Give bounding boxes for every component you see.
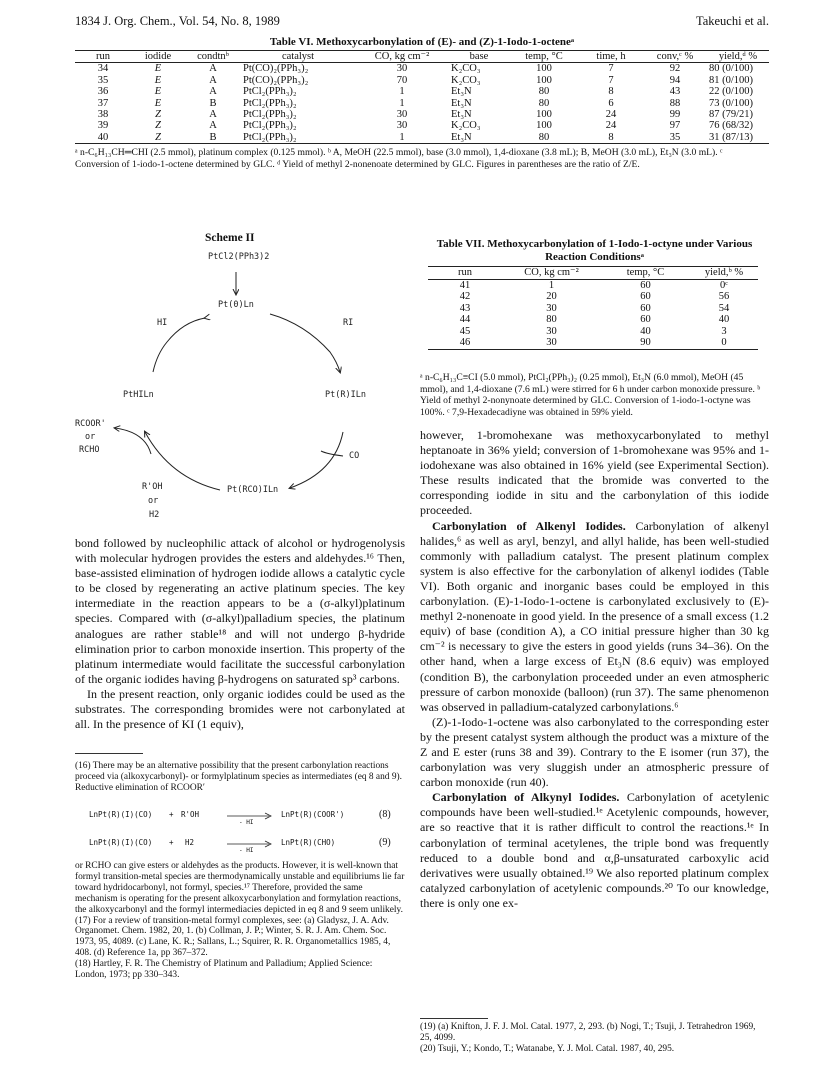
table6-cell: 37 bbox=[97, 97, 109, 109]
table6-cell: PtCl₂(PPh₃)₂ bbox=[243, 86, 297, 98]
table6-cell: 80 bbox=[538, 86, 550, 98]
table6-col: run bbox=[96, 51, 110, 62]
table6-cell: Pt(CO)₂(PPh₃)₂ bbox=[243, 63, 309, 75]
table6-cell: A bbox=[209, 63, 217, 75]
paragraph bbox=[420, 519, 769, 715]
table7-row bbox=[428, 303, 758, 315]
table6-cell: Et₃N bbox=[451, 86, 472, 98]
eq8-reagent: R'OH bbox=[181, 810, 200, 819]
table6-col: time, h bbox=[596, 51, 626, 62]
table6-row bbox=[75, 109, 769, 120]
paragraph-text: Carbonylation of acetylenic compounds have been well-studied.¹ᵉ Acetylenic compounds, however, are so reactive that it is rather difficult to control the reactions.¹ᵉ In carbonylation of terminal acetylenes, the triple bond was frequently reduced to a double bond and α,β-unsaturated carboxylic acid derivatives were usually obtained.¹⁹ We also reported platinum complex catalyzed carbonylation of acetylenic compounds.²⁰ To our knowledge, there is only one ex- bbox=[420, 790, 769, 910]
table6-cell: 7 bbox=[608, 74, 614, 86]
table7-cell: 30 bbox=[546, 337, 557, 348]
table6-cell: 1 bbox=[399, 97, 405, 109]
product-release-arrow bbox=[115, 428, 151, 454]
table6-cell: 31 (87/13) bbox=[709, 131, 754, 143]
eq9-number: (9) bbox=[379, 837, 391, 848]
table6-cell: 1 bbox=[399, 86, 405, 98]
co-input-line bbox=[321, 451, 343, 456]
scheme-title: Scheme II bbox=[205, 232, 255, 244]
table7-row bbox=[428, 326, 758, 338]
eq8-byproduct: - HI bbox=[239, 819, 254, 826]
footnote-17: (17) For a review of transition-metal formyl complexes, see: (a) Gladysz, J. A. Adv. Organomet. Chem. 1982, 20, 1. (b) Collman, J. P.; Winter, S. R. J. Am. Chem. Soc. 1973, 95, 4089. (c) Lane, K. R.; Sallans, L.; Squirer, R. R. Organometallics 1985, 4, 408. (d) Reference 1a, pp 367–372. bbox=[75, 915, 391, 959]
table6-row bbox=[75, 98, 769, 109]
table6-cell: 34 bbox=[97, 63, 109, 75]
table7-cell: 40 bbox=[718, 314, 730, 325]
section-heading-alkynyl: Carbonylation of Alkynyl Iodides. bbox=[432, 790, 620, 805]
table6-cell: 100 bbox=[536, 63, 552, 75]
table6-header-row bbox=[75, 51, 769, 63]
table6-cell: 87 (79/21) bbox=[709, 109, 754, 121]
table7 bbox=[428, 266, 758, 350]
table7-cell: 42 bbox=[459, 291, 471, 302]
table6-cell: E bbox=[154, 63, 162, 75]
footnote-16-cont: or RCHO can give esters or aldehydes as the products. However, it is well-known that formyl transition-metal species are thermodynamically unstable and equilibriums lie far toward hydridocarbonyl, not formyl, species.¹⁷ Therefore, provided the same mechanism is operating for the present alkoxycarbonylation and formylation reactions, the alkoxycarbonyl and the formyl intermediacies depicted in eq 8 and 9 seem unlikely. bbox=[75, 861, 405, 915]
table6-cell: B bbox=[209, 131, 217, 143]
paragraph bbox=[420, 790, 769, 911]
scheme-label-ri: RI bbox=[343, 318, 354, 328]
table7-cell: 60 bbox=[640, 302, 651, 314]
paragraph-text: Carbonylation of alkenyl halides,⁶ as well as aryl, benzyl, and allyl halide, has been well-studied commonly with palladium catalyst. The present platinum complex system is also effective for the carbonylation of alkenyl iodides (Table VI). Both organic and inorganic bases could be employed in this carbonylation. (E)-1-Iodo-1-octene is carbonylated exclusively to (E)-methyl 2-nonenoate in good yield. In the presence of a small excess (1.2 equiv) of base (condition A), a CO initial pressure higher than 30 kg cm⁻² is necessary to give the esters in good yields (runs 34–36). On the other hand, when a large excess of Et₃N (8.6 equiv) was employed (condition B), the carbonylation proceeded under an even atmospheric pressure of carbon monoxide (balloon) (run 37). The same phenomenon was observed in palladium-catalyzed carbonylations.⁶ bbox=[420, 518, 769, 714]
table6-col: temp, °C bbox=[525, 51, 563, 62]
scheme-ii bbox=[75, 232, 405, 532]
table6-cell: 81 (0/100) bbox=[709, 74, 754, 86]
scheme-label-ptriln: Pt(R)ILn bbox=[325, 390, 366, 400]
table7-cell: 60 bbox=[640, 279, 651, 291]
table6-cell: 7 bbox=[608, 63, 614, 75]
table6-cell: K₂CO₃ bbox=[451, 120, 481, 132]
table6-cell: Et₃N bbox=[451, 109, 472, 121]
author-running-head: Takeuchi et al. bbox=[695, 14, 769, 28]
table7-cell: 90 bbox=[640, 337, 651, 348]
table6-cell: 30 bbox=[396, 109, 408, 121]
table7-cell: 30 bbox=[546, 325, 557, 337]
table7-row bbox=[428, 337, 758, 349]
table7-cell: 60 bbox=[640, 291, 651, 302]
table6-cell: 40 bbox=[97, 131, 109, 143]
footnote-divider bbox=[420, 1018, 488, 1019]
table6-row bbox=[75, 75, 769, 86]
table6-cell: Et₃N bbox=[451, 131, 472, 143]
table7-row bbox=[428, 291, 758, 303]
table6-cell: 30 bbox=[396, 120, 408, 132]
table6-cell: PtCl₂(PPh₃)₂ bbox=[243, 97, 297, 109]
table7-cell: 0 bbox=[721, 337, 727, 348]
table6-cell: 99 bbox=[669, 109, 681, 121]
table6-cell: 76 (68/32) bbox=[709, 120, 754, 132]
table6-cell: 80 (0/100) bbox=[709, 63, 754, 75]
eq9-byproduct: - HI bbox=[239, 847, 254, 854]
paragraph: bond followed by nucleophilic attack of alcohol or hydrogenolysis with molecular hydrogen provides the esters and aldehydes.¹⁶ Then, base-assisted elimination of hydrogen iodide allows a catalytic cycle to be closed by regenerating an active platinum species. The key intermediate in the reaction appears to be a (σ-alkyl)platinum species. Compared with (σ-alkyl)palladium species, the platinum analogues are rather stable¹⁸ and will not undergo β-hydride elimination prior to carbon monoxide insertion. This property of the platinum intermediate would facilitate the successful carbonylation of the organic iodides having β-hydrogens on saturated sp³ carbons. bbox=[75, 536, 405, 686]
scheme-label-or: or bbox=[85, 432, 96, 442]
section-heading-alkenyl: Carbonylation of Alkenyl Iodides. bbox=[432, 518, 626, 533]
table7-cell: 40 bbox=[640, 325, 651, 337]
table6-cell: Pt(CO)₂(PPh₃)₂ bbox=[243, 74, 309, 86]
table6-cell: PtCl₂(PPh₃)₂ bbox=[243, 131, 297, 143]
table6-col: catalyst bbox=[281, 51, 315, 62]
table6-cell: Et₃N bbox=[451, 97, 472, 109]
equation-9 bbox=[75, 836, 405, 854]
table6-cell: 39 bbox=[97, 120, 109, 132]
table6-cell: 97 bbox=[669, 120, 681, 132]
scheme-label-hi: HI bbox=[157, 318, 168, 328]
journal-citation: 1834 J. Org. Chem., Vol. 54, No. 8, 1989 bbox=[75, 14, 280, 28]
eq8-number: (8) bbox=[379, 809, 391, 820]
table7-footnote: ᵃ n-C₆H₁₃C≡CI (5.0 mmol), PtCl₂(PPh₃)₂ (0.25 mmol), Et₃N (6.0 mmol), MeOH (45 mmol), and 1,4-dioxane (7.6 mL) were stirred for 6 h under carbon monoxide pressure. ᵇ Yield of methyl 2-nonynoate determined by GLC. Conversion of 1-iodo-1-octyne was 100%. ᶜ 7,9-Hexadecadiyne was obtained in 59% yield. bbox=[420, 372, 761, 418]
table7-cell: 54 bbox=[718, 302, 730, 314]
eq8-product: LnPt(R)(COOR') bbox=[281, 810, 345, 819]
eq9-reagent: H2 bbox=[185, 838, 195, 847]
table6-cell: 8 bbox=[608, 86, 614, 98]
table6-cell: 94 bbox=[669, 74, 681, 86]
table6-cell: K₂CO₃ bbox=[451, 74, 481, 86]
eq9-plus: + bbox=[169, 838, 174, 847]
table6-cell: E bbox=[154, 74, 162, 86]
table6-cell: 80 bbox=[538, 131, 550, 143]
table7-cell: 20 bbox=[546, 291, 557, 302]
table6-row bbox=[75, 86, 769, 97]
table6-col: conv,ᶜ % bbox=[656, 51, 694, 62]
scheme-label-pthiln: PtHILn bbox=[123, 390, 154, 400]
cycle-arrow-oxidative-addition bbox=[270, 314, 340, 372]
table6-caption: Table VI. Methoxycarbonylation of (E)- and (Z)-1-Iodo-1-octeneᵃ bbox=[269, 36, 575, 48]
eq8-reactant: LnPt(R)(I)(CO) bbox=[89, 810, 153, 819]
table6-cell: 8 bbox=[608, 131, 614, 143]
table6-cell: 73 (0/100) bbox=[709, 97, 754, 109]
table6-cell: PtCl₂(PPh₃)₂ bbox=[243, 120, 297, 132]
table6-cell: A bbox=[209, 120, 217, 132]
table7-cell: 45 bbox=[459, 325, 471, 337]
table6-row bbox=[75, 132, 769, 144]
equation-8 bbox=[75, 808, 405, 826]
footnote-19: (19) (a) Knifton, J. F. J. Mol. Catal. 1977, 2, 293. (b) Nogi, T.; Tsuji, J. Tetrahedron 1969, 25, 4099. bbox=[420, 1022, 756, 1043]
table6-cell: A bbox=[209, 109, 217, 121]
paragraph: however, 1-bromohexane was methoxycarbonylated to methyl heptanoate in 36% yield; conversion of 1-bromohexane was 95% and 1-iodohexane was also obtained in 16% yield (see Experimental Section). These results indicated that the bromide was converted to the corresponding iodide in situ and the carbonylation of this iodide proceeded. bbox=[420, 428, 769, 518]
table7-cell: 43 bbox=[459, 302, 471, 314]
table7-cell: 1 bbox=[548, 279, 555, 291]
table7-col: yield,ᵇ % bbox=[704, 267, 744, 278]
footnote-20: (20) Tsuji, Y.; Kondo, T.; Watanabe, Y. J. Mol. Catal. 1987, 40, 295. bbox=[420, 1043, 675, 1054]
table6-cell: Z bbox=[155, 120, 161, 132]
table7-cell: 80 bbox=[546, 314, 557, 325]
table7-cell: 30 bbox=[546, 302, 557, 314]
scheme-label-co: CO bbox=[349, 451, 360, 461]
table6-cell: A bbox=[209, 74, 217, 86]
table6-cell: 100 bbox=[536, 74, 552, 86]
footnote-18: (18) Hartley, F. R. The Chemistry of Platinum and Palladium; Applied Science: London, 1973; pp 330–343. bbox=[75, 959, 373, 981]
table6-cell: 24 bbox=[605, 120, 617, 132]
right-footnotes bbox=[420, 1022, 769, 1055]
table6-cell: Z bbox=[155, 131, 161, 143]
table6-cell: 100 bbox=[536, 109, 552, 121]
left-footnotes-cont bbox=[75, 861, 405, 981]
table7-cell: 46 bbox=[459, 337, 471, 348]
table7-cell: 56 bbox=[718, 291, 730, 302]
table7-cell: 0ᶜ bbox=[720, 279, 728, 291]
footnote-16: (16) There may be an alternative possibility that the present carbonylation reactions proceed via (alkoxycarbonyl)- or formylplatinum species as intermediates (eq 8 and 9). Reductive elimination of RCOOR′ bbox=[75, 761, 402, 793]
scheme-label-precursor: PtCl2(PPh3)2 bbox=[208, 252, 270, 262]
table6-cell: B bbox=[209, 97, 217, 109]
eq9-product: LnPt(R)(CHO) bbox=[281, 838, 336, 847]
table6-cell: 30 bbox=[396, 63, 408, 75]
scheme-label-roh: R'OH bbox=[142, 482, 163, 492]
table6-cell: E bbox=[154, 86, 162, 98]
table6-footnote: ᵃ n-C₆H₁₃CH═CHI (2.5 mmol), platinum complex (0.125 mmol). ᵇ A, MeOH (22.5 mmol), base (3.0 mmol), 1,4-dioxane (3.8 mL); B, MeOH (3.0 mL), Et₃N (3.0 mL). ᶜ Conversion of 1-iodo-1-octene determined by GLC. ᵈ Yield of methyl 2-nonenoate determined by GLC. Figures in parentheses are the ratio of Z/E. bbox=[75, 147, 723, 170]
table7-cell: 41 bbox=[459, 279, 471, 291]
eq8-plus: + bbox=[169, 810, 174, 819]
cycle-arrow-co-insertion bbox=[290, 432, 343, 488]
scheme-label-or: or bbox=[148, 496, 159, 506]
table6-cell: 100 bbox=[536, 120, 552, 132]
table6-cell: 92 bbox=[669, 63, 681, 75]
table6-cell: 24 bbox=[605, 109, 617, 121]
table7-col: CO, kg cm⁻² bbox=[524, 267, 579, 278]
table7-cell: 3 bbox=[721, 325, 727, 337]
running-header bbox=[75, 14, 769, 34]
table7-row bbox=[428, 279, 758, 291]
right-column-text bbox=[420, 428, 769, 911]
table6-cell: K₂CO₃ bbox=[451, 63, 481, 75]
table6-cell: 80 bbox=[538, 97, 550, 109]
table6-cell: A bbox=[209, 86, 217, 98]
table6-cell: 35 bbox=[97, 74, 109, 86]
table6-col: yield,ᵈ % bbox=[718, 51, 758, 62]
table6-col: condtnᵇ bbox=[197, 51, 229, 62]
table6-cell: 35 bbox=[669, 131, 681, 143]
table7-row bbox=[428, 314, 758, 326]
scheme-label-rcho: RCHO bbox=[79, 445, 100, 455]
table6-cell: 1 bbox=[399, 131, 405, 143]
left-footnotes bbox=[75, 761, 405, 794]
table6-cell: Z bbox=[155, 109, 161, 121]
paragraph: (Z)-1-Iodo-1-octene was also carbonylated to the corresponding ester by the present catalyst system although the product was a mixture of the Z and E ester (runs 38 and 39). Contrary to the E isomer (run 37), the carbonylation was very sluggish under an atmospheric pressure of carbon monoxide (run 40). bbox=[420, 714, 769, 790]
left-column-text bbox=[75, 536, 405, 732]
table7-cell: 60 bbox=[640, 314, 651, 325]
scheme-label-h2: H2 bbox=[149, 510, 160, 520]
table7-caption: Table VII. Methoxycarbonylation of 1-Iodo-1-octyne under Various Reaction Conditionsᵃ bbox=[436, 238, 753, 263]
table6-cell: 88 bbox=[669, 97, 681, 109]
table6-row bbox=[75, 120, 769, 131]
table6-cell: 43 bbox=[669, 86, 681, 98]
table6-col: iodide bbox=[144, 51, 172, 62]
paragraph: In the present reaction, only organic iodides could be used as the substrates. The corresponding bromides were not carbonylated at all. In the presence of KI (1 equiv), bbox=[75, 686, 405, 732]
table6 bbox=[75, 50, 769, 144]
table6-cell: 38 bbox=[97, 109, 109, 121]
table6-cell: 22 (0/100) bbox=[709, 86, 754, 98]
table6-col: CO, kg cm⁻² bbox=[374, 51, 430, 62]
table7-col: run bbox=[458, 267, 472, 278]
table7-col: temp, °C bbox=[626, 267, 665, 278]
table6-cell: 70 bbox=[396, 74, 408, 86]
table6-cell: E bbox=[154, 97, 162, 109]
table6-row bbox=[75, 63, 769, 75]
scheme-label-pt0: Pt(0)Ln bbox=[218, 300, 254, 310]
table6-cell: 6 bbox=[608, 97, 614, 109]
table7-cell: 44 bbox=[459, 314, 471, 325]
scheme-label-ptrcoiln: Pt(RCO)ILn bbox=[227, 485, 279, 495]
eq9-reactant: LnPt(R)(I)(CO) bbox=[89, 838, 153, 847]
footnote-divider bbox=[75, 753, 143, 754]
table6-cell: PtCl₂(PPh₃)₂ bbox=[243, 109, 297, 121]
table6-col: base bbox=[469, 51, 489, 62]
table7-header-row bbox=[428, 267, 758, 280]
scheme-label-rcoor: RCOOR' bbox=[75, 419, 106, 429]
table6-cell: 36 bbox=[97, 86, 109, 98]
